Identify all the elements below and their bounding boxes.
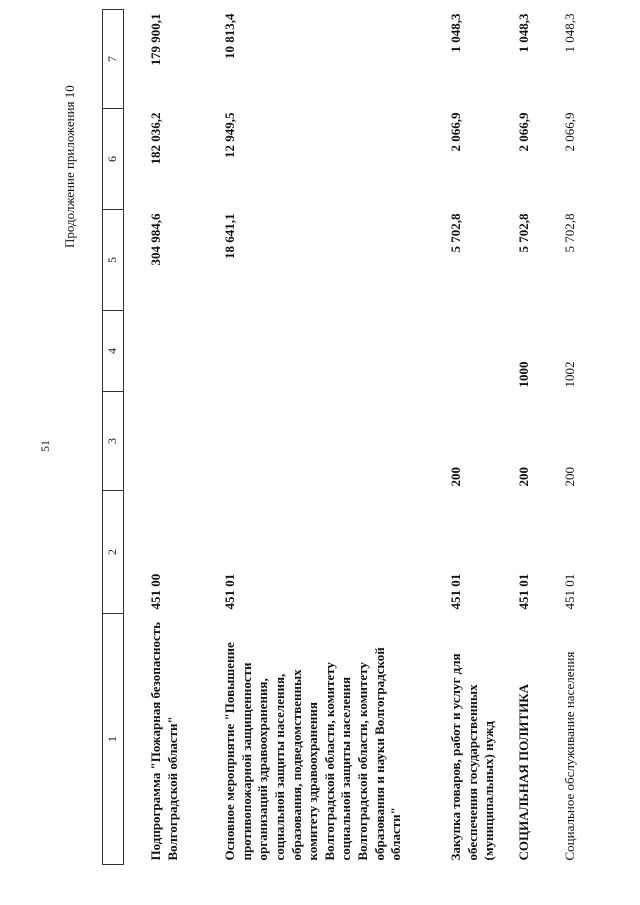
row-value-6: 182 036,2: [148, 112, 163, 165]
continuation-note: Продолжение приложения 10: [62, 85, 77, 248]
row-code: 451 00: [148, 573, 163, 610]
budget-table: [102, 9, 586, 865]
row-vr: [124, 392, 217, 491]
row-rzpr: 1000: [516, 361, 531, 388]
row-value-7: 10 813,4: [222, 13, 237, 59]
row-rzpr: [216, 311, 440, 392]
header-cell-5: 5: [103, 210, 124, 311]
row-vr: 200: [448, 467, 463, 487]
table-row: [508, 10, 552, 865]
table-row: [552, 10, 586, 865]
table-row: [440, 10, 508, 865]
row-value-7: 1 048,3: [562, 13, 577, 53]
budget-table-container: [102, 13, 577, 865]
table-row: [124, 10, 217, 865]
row-vr: 200: [516, 467, 531, 487]
row-name: Подпрограмма "Пожарная безопасность Волгоградской области": [148, 621, 180, 861]
row-name: Основное мероприятие "Повышение противопожарной защищенности организаций здравоохранения, социальной защиты населения, образования, подведомственных комитету здравоохранения Волгоградской области, комитету социальной защиты населения Волгоградской области, комитету образования и науки Волгоградской области": [222, 642, 404, 861]
row-value-5: 304 984,6: [148, 213, 163, 266]
row-value-5: 5 702,8: [562, 213, 577, 253]
row-code: 451 01: [516, 573, 531, 610]
header-cell-2: 2: [103, 491, 124, 614]
row-name: Социальное обслуживание населения: [562, 651, 577, 861]
header-cell-4: 4: [103, 311, 124, 392]
row-value-5: 5 702,8: [448, 213, 463, 253]
page-number: 51: [38, 440, 52, 452]
table-row: [216, 10, 440, 865]
header-cell-1: 1: [103, 614, 124, 865]
row-rzpr: 1002: [562, 361, 577, 388]
row-value-7: 1 048,3: [516, 13, 531, 53]
row-value-6: 2 066,9: [448, 112, 463, 152]
row-value-6: 12 949,5: [222, 112, 237, 158]
header-cell-7: 7: [103, 10, 124, 109]
header-cell-6: 6: [103, 109, 124, 210]
row-value-7: 179 900,1: [148, 13, 163, 66]
row-code: 451 01: [562, 573, 577, 610]
row-value-6: 2 066,9: [516, 112, 531, 152]
row-vr: [216, 392, 440, 491]
header-cell-3: 3: [103, 392, 124, 491]
row-value-5: 18 641,1: [222, 213, 237, 259]
row-vr: 200: [562, 467, 577, 487]
row-rzpr: [440, 311, 508, 392]
row-value-5: 5 702,8: [516, 213, 531, 253]
table-header-row: [103, 10, 124, 865]
row-value-7: 1 048,3: [448, 13, 463, 53]
row-value-6: 2 066,9: [562, 112, 577, 152]
row-code: 451 01: [448, 573, 463, 610]
row-rzpr: [124, 311, 217, 392]
row-name: СОЦИАЛЬНАЯ ПОЛИТИКА: [516, 683, 531, 861]
row-code: 451 01: [222, 573, 237, 610]
row-name: Закупка товаров, работ и услуг для обеспечения государственных (муниципальных) нужд: [448, 653, 497, 861]
